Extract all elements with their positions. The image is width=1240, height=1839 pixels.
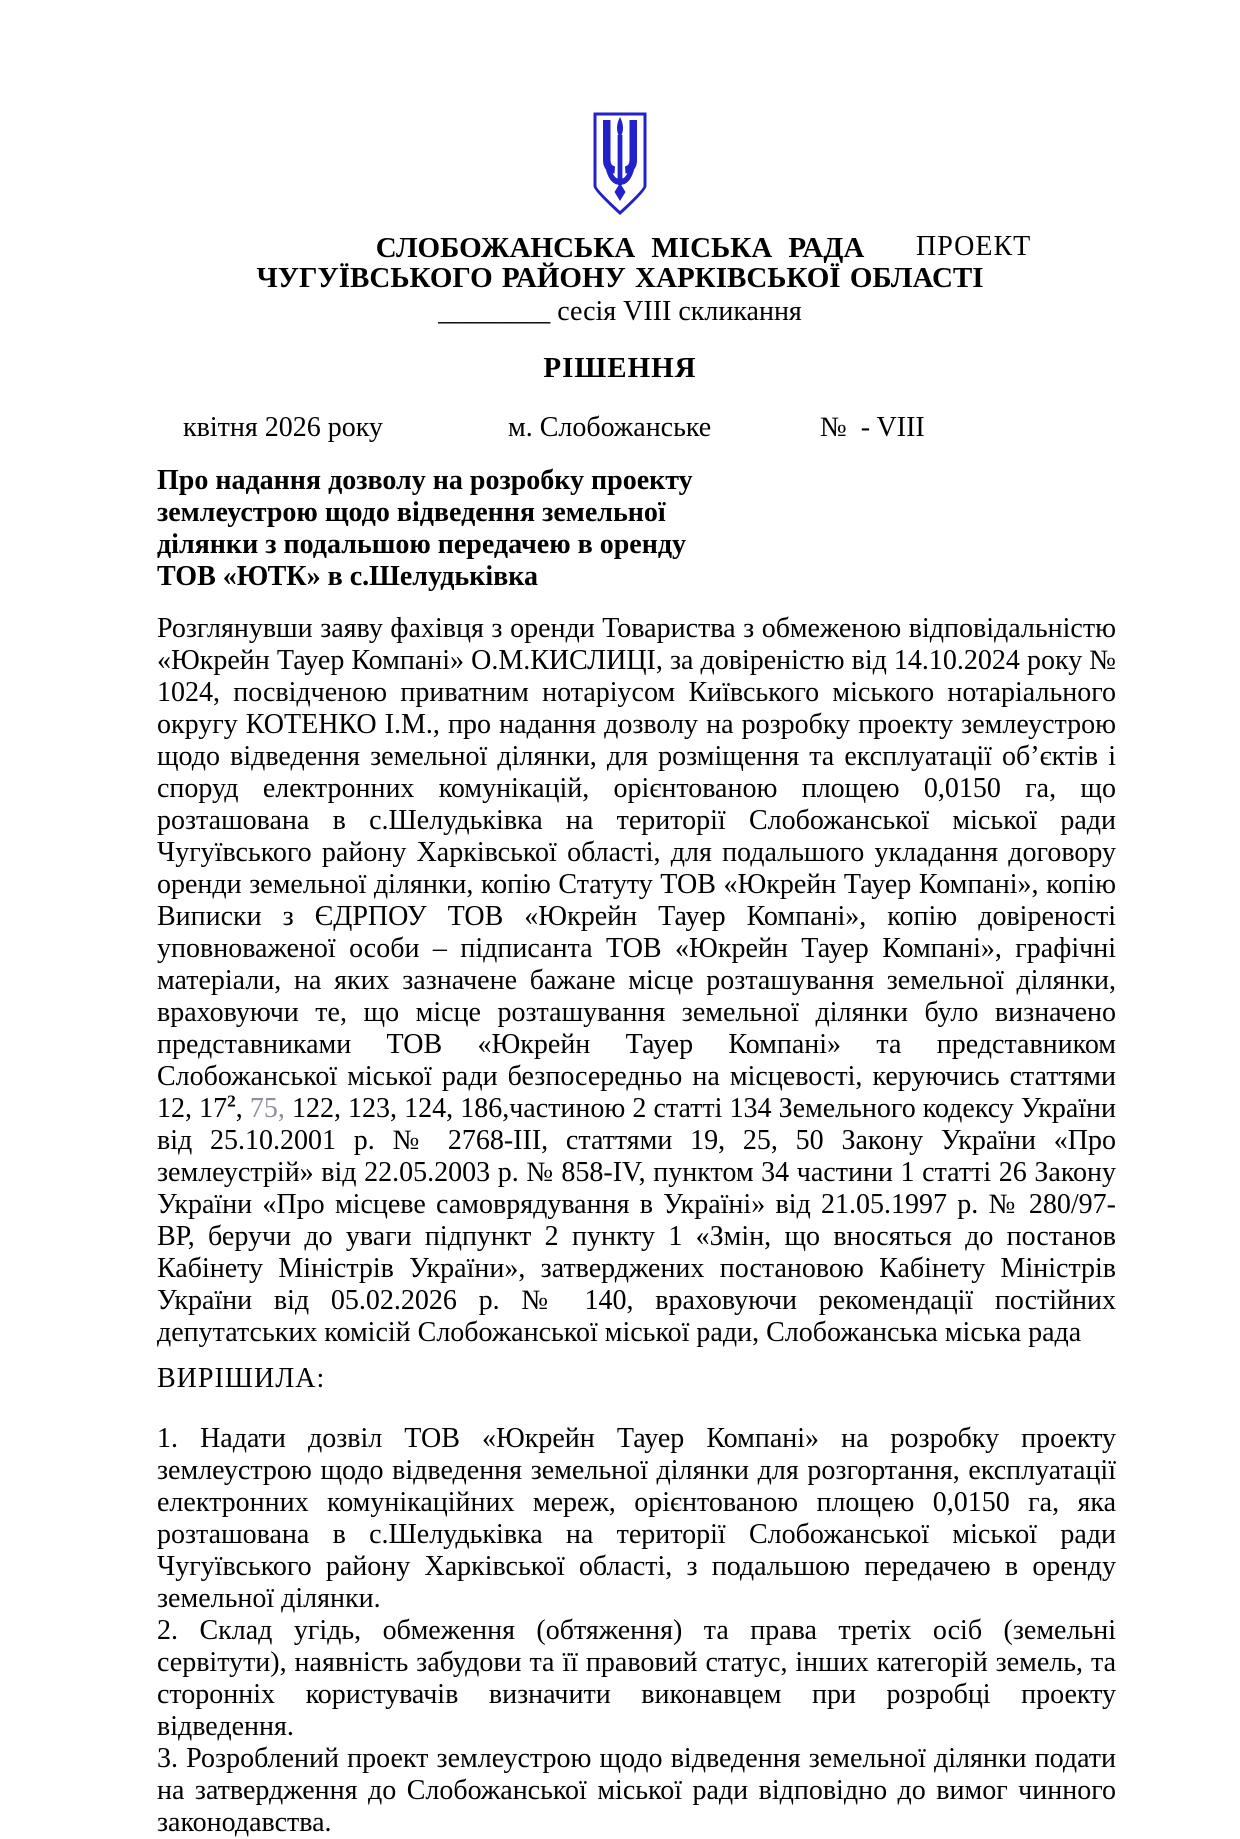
council-name-line2: ЧУГУЇВСЬКОГО РАЙОНУ ХАРКІВСЬКОЇ ОБЛАСТІ	[256, 262, 984, 294]
decided-label: ВИРІШИЛА:	[157, 1363, 326, 1394]
resolution-item-3: 3. Розроблений проект землеустрою щодо відведення земельної ділянки подати на затвердження до Слобожанської міської ради відповідно до вимог чинного законодавства.	[157, 1743, 1116, 1838]
decision-date: квітня 2026 року	[183, 412, 383, 443]
preamble-text-part2: 122, 123, 124, 186,частиною 2 статті 134 Земельного кодексу України від 25.10.2001 р. № 2768-ІІІ, статтями 19, 25, 50 Закону України «Про землеустрій» від 22.05.2003 р. № 858-IV, пунктом 34 частини 1 статті 26 Закону України «Про місцеве самоврядування в Україні» від 21.05.1997 р. № 280/97-ВР, беручи до уваги підпункт 2 пункту 1 «Змін, що вносяться до постанов Кабінету Міністрів України», затверджених постановою Кабінету Міністрів України від 05.02.2026 р. № 140, враховуючи рекомендації постійних депутатських комісій Слобожанської міської ради, Слобожанська міська рада	[157, 1093, 1117, 1348]
resolution-item-2: 2. Склад угідь, обмеження (обтяження) та права третіх осіб (земельні сервітути), наявність забудови та її правовий статус, інших категорій земель, та сторонніх користувачів визначити виконавцем при розробці проекту відведення.	[157, 1615, 1116, 1742]
decision-place: м. Слобожанське	[508, 412, 712, 443]
council-name-line1: СЛОБОЖАНСЬКА МІСЬКА РАДА	[375, 232, 865, 264]
session-line	[0, 297, 1240, 327]
decision-title-line: землеустрою щодо відведення земельної	[157, 497, 666, 528]
decision-title-line: ТОВ «ЮТК» в с.Шелудьківка	[157, 561, 538, 592]
decision-title-line: Про надання дозволу на розробку проекту	[157, 465, 693, 496]
article-superscript: 2	[227, 1091, 236, 1111]
session-text: сесія VIII скликання	[550, 296, 802, 327]
resolution-item-1: 1. Надати дозвіл ТОВ «Юкрейн Тауер Компані» на розробку проекту землеустрою щодо відведення земельної ділянки для розгортання, експлуатації електронних комунікаційних мереж, орієнтованою площею 0,0150 га, яка розташована в с.Шелудьківка на території Слобожанської міської ради Чугуївського району Харківської області, з подальшою передачею в оренду земельної ділянки.	[157, 1423, 1116, 1614]
decision-title	[157, 465, 757, 593]
preamble-after-sup: ,	[235, 1093, 250, 1124]
meta-row	[0, 412, 1240, 444]
preamble-text-part1: Розглянувши заяву фахівця з оренди Товариства з обмеженою відповідальністю «Юкрейн Тауер Компані» О.М.КИСЛИЦІ, за довіреністю від 14.10.2024 року № 1024, посвідченою приватним нотаріусом Київського міського нотаріального округу КОТЕНКО І.М., про надання дозволу на розробку проекту землеустрою щодо відведення земельної ділянки, для розміщення та експлуатації об’єктів і споруд електронних комунікацій, орієнтованою площею 0,0150 га, що розташована в с.Шелудьківка на території Слобожанської міської ради Чугуївського району Харківської області, для подальшого укладання договору оренди земельної ділянки, копію Статуту ТОВ «Юкрейн Тауер Компані», копію Виписки з ЄДРПОУ ТОВ «Юкрейн Тауер Компані», копію довіреності уповноваженої особи – підписанта ТОВ «Юкрейн Тауер Компані», графічні матеріали, на яких зазначене бажане місце розташування земельної ділянки, враховуючи те, що місце розташування земельної ділянки було визначено представниками ТОВ «Юкрейн Тауер Компані» та представником Слобожанської міської ради безпосередньо на місцевості, керуючись статтями 12, 17	[157, 613, 1116, 1124]
emblem-wrap	[0, 0, 1240, 215]
decision-title-line: ділянки з подальшою передачею в оренду	[157, 529, 687, 560]
preamble-paragraph	[157, 613, 1116, 1349]
ukraine-trident-icon	[593, 112, 647, 215]
project-label: ПРОЕКТ	[916, 231, 1032, 262]
document-type-title: РІШЕННЯ	[543, 352, 697, 384]
session-blank-underline: ________	[438, 296, 551, 327]
article-number-gray: 75,	[249, 1093, 285, 1124]
decision-number: № - VIII	[820, 412, 925, 443]
